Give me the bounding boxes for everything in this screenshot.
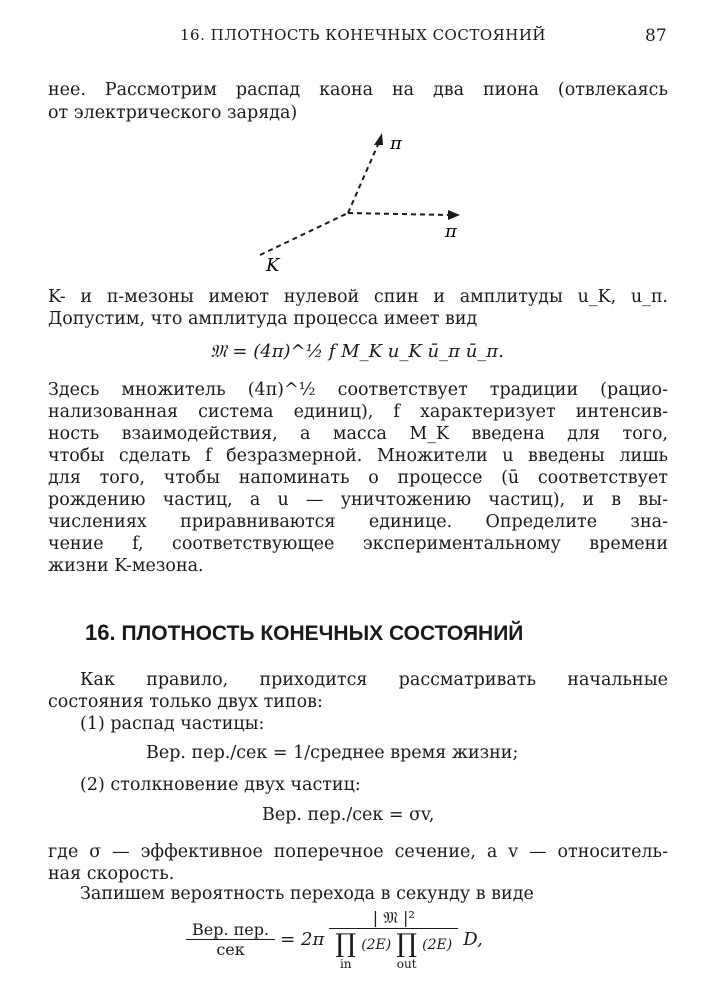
- product-in: [335, 931, 356, 971]
- lhs-fraction: [186, 920, 275, 959]
- lhs-numerator: Вер. пер.: [186, 920, 275, 940]
- decay-formula: Вер. пер./сек = 1/среднее время жизни;: [146, 743, 519, 763]
- lhs-denominator: сек: [216, 940, 245, 959]
- para1-line-2: Допустим, что амплитуда процесса имеет вид: [48, 309, 478, 329]
- para2-line: жизни K-мезона.: [48, 556, 204, 576]
- product-in-subscript: in: [339, 957, 352, 971]
- factor-in: (2E): [361, 937, 392, 953]
- two-pi: = 2π: [280, 929, 325, 950]
- para3-line-2: состояния только двух типов:: [48, 692, 323, 712]
- pion-right-label: π: [445, 221, 457, 242]
- pion-top-arrowhead: [374, 133, 383, 145]
- rhs-numerator: | 𝔐 |²: [329, 908, 458, 929]
- running-header: 16. ПЛОТНОСТЬ КОНЕЧНЫХ СОСТОЯНИЙ: [180, 26, 546, 44]
- product-in-symbol: ∏: [335, 929, 357, 959]
- para2-line: чтобы сделать f безразмерной. Множители u введены лишь: [48, 446, 668, 466]
- section-number: 16.: [85, 620, 116, 645]
- section-heading: [85, 620, 523, 646]
- para2-line: нализованная система единиц), f характеризует интенсив-: [48, 402, 668, 422]
- para3-line-1: Как правило, приходится рассматривать начальные: [80, 670, 668, 690]
- intro-line-1: нее. Рассмотрим распад каона на два пиона (отвлекаясь: [48, 80, 668, 100]
- kaon-label: K: [266, 255, 280, 276]
- product-out-symbol: ∏: [396, 929, 418, 959]
- para2-line: чение f, соответствующее экспериментальному времени: [48, 534, 668, 554]
- pion-top-label: π: [390, 133, 402, 154]
- product-out: [396, 931, 417, 971]
- product-out-subscript: out: [396, 957, 417, 971]
- para3-line-3: где σ — эффективное поперечное сечение, а v — относитель-: [48, 842, 668, 862]
- para3-line-4: ная скорость.: [48, 864, 175, 884]
- list-item-2: (2) столкновение двух частиц:: [80, 775, 361, 795]
- para2-line: Здесь множитель (4π)^½ соответствует традиции (рацио-: [48, 380, 668, 400]
- pion-line-top: [348, 140, 380, 213]
- kaon-decay-diagram: [250, 125, 480, 280]
- formula-tail: D,: [463, 929, 483, 950]
- intro-line-2: от электрического заряда): [48, 103, 298, 123]
- kaon-line: [260, 213, 348, 255]
- transition-rate-formula: [186, 908, 483, 971]
- factor-out: (2E): [422, 937, 453, 953]
- para3-line-5: Запишем вероятность перехода в секунду в виде: [80, 884, 534, 904]
- section-title: ПЛОТНОСТЬ КОНЕЧНЫХ СОСТОЯНИЙ: [121, 622, 524, 645]
- collision-formula: Вер. пер./сек = σv,: [262, 805, 435, 825]
- para2-line: рождению частиц, а u — уничтожению частиц), и в вы-: [48, 490, 668, 510]
- rhs-fraction: [329, 908, 458, 971]
- para2-line: числениях приравниваются единице. Определите зна-: [48, 512, 668, 532]
- para2-line: ность взаимодействия, а масса M_K введена для того,: [48, 424, 668, 444]
- para1-line-1: K- и π-мезоны имеют нулевой спин и амплитуды u_K, u_π.: [48, 287, 668, 307]
- rhs-denominator: [329, 929, 458, 971]
- page-number: 87: [645, 26, 667, 46]
- list-item-1: (1) распад частицы:: [80, 714, 265, 734]
- amplitude-formula: 𝔐 = (4π)^½ f M_K u_K ū_π ū_π.: [210, 341, 504, 362]
- pion-right-arrowhead: [448, 210, 460, 220]
- pion-line-right: [348, 213, 450, 215]
- para2-line: для того, чтобы напоминать о процессе (ū соответствует: [48, 468, 668, 488]
